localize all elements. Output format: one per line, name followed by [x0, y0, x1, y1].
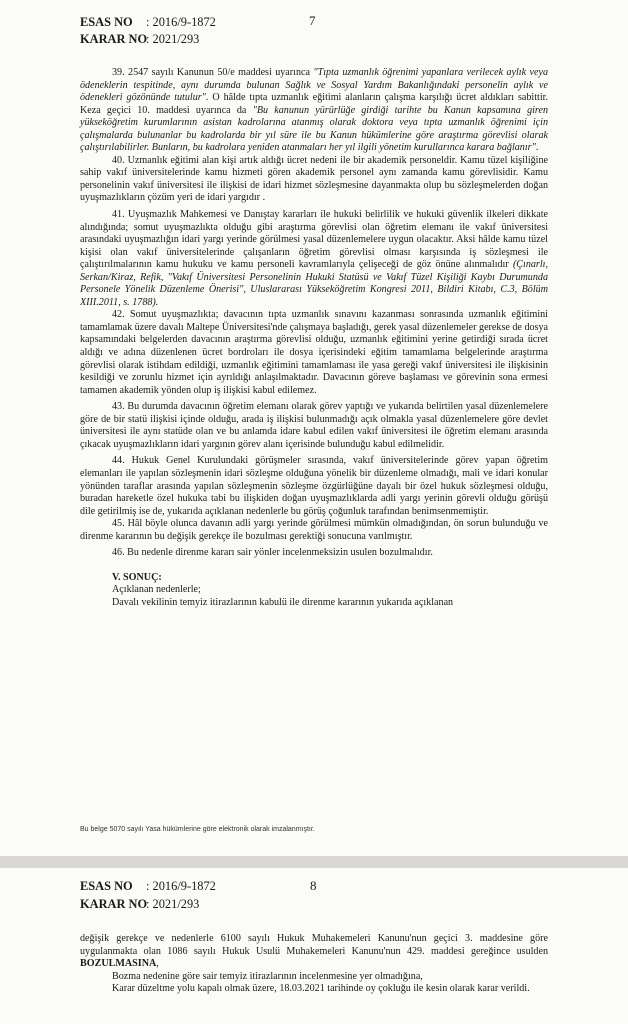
paragraph-42: 42. Somut uyuşmazlıkta; davacının tıpta uzmanlık sınavını kazanması sonrasında uzmanlık eğitimini tamamlamak üzere davalı Maltepe Üniversitesi'nde çalışmaya başladığı, gerek yasal düzenlemeler gerekse de dosya kapsamındaki belgelerden davacının araştırma görevlisi olduğu, uzmanlık eğitimini yerine getirdiği sırada ücret aldığı ve adına düzenlenen ücret bordroları ile dosya içerisindeki eğitim tamamlama belgelerinde araştırma görevlisi olarak istihdam edildiği, uzmanlık eğitimini tamamlaması ile yasa gereği vakıf üniversitesi ile ilişkisinin kesildiği ve zorunlu hizmet için ayrıldığı anlaşılmaktadır. Davacının göreve başlaması ve görevinin sona ermesi tamamen akademik yönden olup iş ilişkisi kabul edilemez.: [80, 309, 548, 396]
esas-no-label: ESAS NO: [80, 15, 133, 29]
esas-no-label-2: ESAS NO: [80, 879, 133, 893]
karar-no-label: KARAR NO: [80, 32, 148, 46]
verdict-paragraph: [80, 933, 548, 971]
verdict-bold: BOZULMASINA: [80, 958, 157, 970]
karar-line: Karar düzeltme yolu kapalı olmak üzere, 18.03.2021 tarihinde oy çokluğu ile kesin olarak karar verildi.: [112, 983, 530, 995]
p41-citation: (Çınarlı, Serkan/Kiraz, Refik, "Vakıf Üniversitesi Personelinin Hukuki Statüsü ve Vakıf Tüzel Kişiliği Kaybı Durumunda Personele Yönelik Düzenleme Önerisi", Uluslararası Yükseköğretim Kongresi 2011, Bildiri Kitabı, C.3, Bölüm XIII.2011, s. 1788).: [80, 259, 548, 308]
paragraph-45: 45. Hâl böyle olunca davanın adli yargı yerinde görülmesi mümkün olmadığından, ön sorun bulunduğu ve direnme kararının bu değişik gerekçe ile bozulması gerektiği sonucuna varılmıştır.: [80, 518, 548, 542]
sonuc-line-2: Davalı vekilinin temyiz itirazlarının kabulü ile direnme kararının yukarıda açıklanan: [112, 596, 454, 608]
p39-quote-2: "Bu kanunun yürürlüğe girdiği tarihte bu Kanun kapsamına giren yükseköğretim kurumlarının asistan kadrolarına atanmış olarak doktora veya tıpta uzmanlık öğrenimi için çalışmalarda bulunanlar bu kadrolarda bir yıl süre ile bu Kanun hükümlerine göre araştırma görevlisi olarak çalıştırılabilirler. Bunların, bu kadrolara yeniden atanmaları her yıl ilgili yönetim kurullarınca karara bağlanır": [80, 104, 548, 154]
paragraph-46: 46. Bu nedenle direnme kararı sair yönler incelenmeksizin usulen bozulmalıdır.: [112, 547, 433, 559]
p39-text-c: .: [535, 142, 539, 154]
page-number: 7: [309, 13, 316, 28]
paragraph-41: [80, 209, 548, 309]
karar-no-value-2: : 2021/293: [146, 897, 200, 911]
sonuc-line-1: Açıklanan nedenlerle;: [112, 584, 201, 596]
document-page-8: [0, 868, 628, 1024]
esas-no-row: [80, 14, 216, 30]
paragraph-43: 43. Bu durumda davacının öğretim elemanı olarak görev yaptığı ve yukarıda belirtilen yasal düzenlemelere göre de bir statü ilişkisi içinde olduğu, arada iş ilişkisi bulunmadığı açık olmakla yasal düzenlemelere göre devlet üniversitesi ile aynı statüde olan ve bu anlamda idare kabul edilen vakıf üniversitesi ile öğretim elemanı arasında çıkacak uyuşmazlıkların idari yargının görev alanı içerisinde bulunduğu kabul edilmelidir.: [80, 401, 548, 450]
p39-quote-1: "Tıpta uzmanlık öğrenimi yapanlara verilecek aylık veya ödeneklerin tespitinde, aynı durumda bulunan Sağlık ve Sosyal Yardım Bakanlığındaki personelin aylık ve ödenekleri gözönünde tutulur": [80, 67, 548, 104]
document-body: [80, 67, 548, 609]
esas-no-value-2: : 2016/9-1872: [146, 879, 216, 893]
bozma-line: Bozma nedenine göre sair temyiz itirazlarının incelenmesine yer olmadığına,: [112, 970, 423, 982]
karar-no-row-2: [80, 896, 199, 912]
page-number-2: 8: [310, 878, 317, 893]
paragraph-40: 40. Uzmanlık eğitimi alan kişi artık aldığı ücret nedeni ile bir akademik personeldir. Kamu tüzel kişiliğine sahip vakıf üniversitelerinde kamu hizmeti gören akademik personel aynı zamanda kamu görevlisidir. Kamu personelinin vakıf üniversitesi ile ilişkisi de idari hizmet sözleşmesine dayanmakta olup bu sözleşmelerden doğan uyuşmazlıkların çözüm yeri de idari yargıdır .: [80, 154, 548, 204]
karar-no-row: [80, 31, 199, 47]
e-signature-footer: Bu belge 5070 sayılı Yasa hükümlerine göre elektronik olarak imzalanmıştır.: [80, 826, 315, 833]
verdict-comma: ,: [156, 958, 159, 970]
esas-no-row-2: [80, 878, 216, 894]
karar-no-value: : 2021/293: [146, 32, 200, 46]
karar-no-label-2: KARAR NO: [80, 897, 148, 911]
page-separator: [0, 856, 628, 868]
document-body-2: [80, 933, 548, 996]
p39-text-b: . O hâlde tıpta uzmanlık eğitimi alanların çalışma karşılığı ücret aldıkları sabittir. Keza geçici 10. maddesi uyarınca da: [80, 92, 548, 116]
sonuc-heading: V. SONUÇ:: [112, 571, 162, 583]
p39-text-a: 39. 2547 sayılı Kanunun 50/e maddesi uyarınca: [112, 67, 314, 78]
paragraph-44: 44. Hukuk Genel Kurulundaki görüşmeler sırasında, vakıf üniversitelerinde görev yapan öğretim elemanları ile yapılan sözleşmenin idari sözleşme olduğuna yönelik bir düzenleme olmadığı, mali ve idari konular yönünden taraflar arasında yapılan sözleşmenin sözleşme özgürlüğüne dayalı bir özel hukuk sözleşmesi olduğu, buradan hareketle özel hukuka tabi bu ilişkiden doğan uyuşmazlıklarda adli yargı yerinin görevli olduğu görüşü dile getirilmiş ise de, yukarıda açıklanan nedenlerle bu görüş çoğunluk tarafından benimsenmemiştir.: [80, 455, 548, 517]
esas-no-value: : 2016/9-1872: [146, 15, 216, 29]
verdict-text: değişik gerekçe ve nedenlerle 6100 sayılı Hukuk Muhakemeleri Kanunu'nun geçici 3. maddesine göre uygulanmakta olan 1086 sayılı Hukuk Usulü Muhakemeleri Kanunu'nun 429. maddesi gereğince usulden: [80, 933, 548, 957]
p41-text: 41. Uyuşmazlık Mahkemesi ve Danıştay kararları ile hukuki belirlilik ve hukuki güvenlik ilkeleri dikkate alındığında; somut uyuşmazlıkta olduğu gibi araştırma görevlisi olan öğretim elemanı ile vakıf üniversitesi arasındaki uyuşmazlığın idari yargı yerinde görülmesi yasal düzenlemelere uygun olacaktır. Aksi hâlde kamu tüzel kişisi olan vakıf üniversitelerinde çalışanların öğretim görevlisi olması karşısında iş sözleşmesi ile çalıştırılmalarının kamu hukuku ve kamu personeli kavramlarıyla çelişeceği de göz önüne alınmalıdır: [80, 209, 548, 271]
paragraph-39: [80, 67, 548, 155]
